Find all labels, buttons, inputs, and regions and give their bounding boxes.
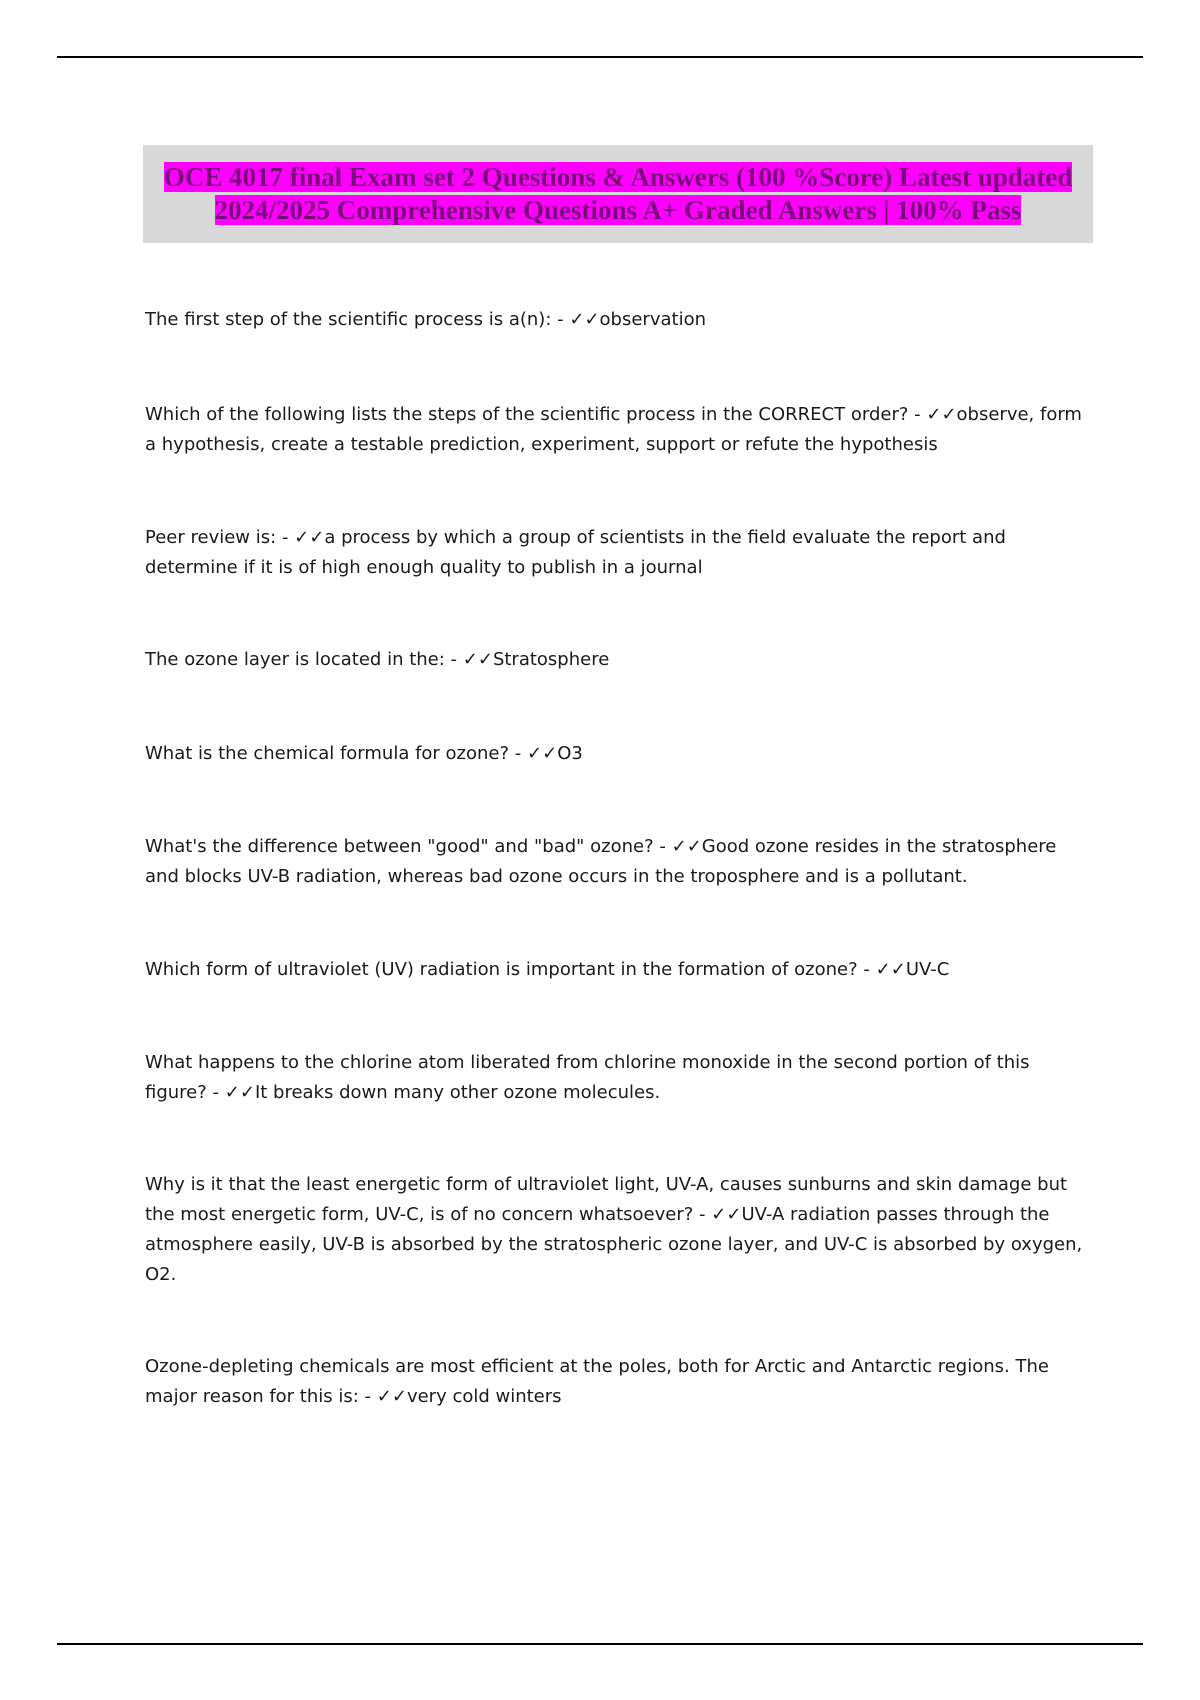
double-check-icon: ✓✓: [711, 1204, 742, 1225]
double-check-icon: ✓✓: [462, 649, 493, 670]
question-text: What happens to the chlorine atom liberated from chlorine monoxide in the second portion of this figure?: [145, 1052, 1030, 1103]
qa-item-9: [145, 1170, 1090, 1290]
qa-item-6: [145, 832, 1090, 892]
question-text: What is the chemical formula for ozone?: [145, 743, 510, 764]
answer-text: observe, form a hypothesis, create a testable prediction, experiment, support or refute the hypothesis: [145, 404, 1082, 455]
double-check-icon: ✓✓: [376, 1386, 407, 1407]
qa-item-10: [145, 1352, 1090, 1412]
separator: -: [276, 527, 295, 548]
question-text: Ozone-depleting chemicals are most efficient at the poles, both for Arctic and Antarctic regions. The major reason for this is:: [145, 1356, 1049, 1407]
separator: -: [653, 836, 672, 857]
double-check-icon: ✓✓: [569, 309, 600, 330]
double-check-icon: ✓✓: [224, 1082, 255, 1103]
qa-item-3: [145, 523, 1090, 583]
separator: -: [857, 959, 876, 980]
double-check-icon: ✓✓: [926, 404, 957, 425]
answer-text: observation: [599, 309, 706, 330]
question-text: The ozone layer is located in the:: [145, 649, 445, 670]
question-text: What's the difference between "good" and "bad" ozone?: [145, 836, 654, 857]
qa-item-8: [145, 1048, 1090, 1108]
separator: -: [206, 1082, 225, 1103]
question-text: Which of the following lists the steps of the scientific process in the CORRECT order?: [145, 404, 909, 425]
answer-text: a process by which a group of scientists in the field evaluate the report and determine if it is of high enough quality to publish in a journal: [145, 527, 1006, 578]
title-banner: [143, 145, 1093, 243]
double-check-icon: ✓✓: [875, 959, 906, 980]
answer-text: It breaks down many other ozone molecules.: [254, 1082, 661, 1103]
question-text: Why is it that the least energetic form of ultraviolet light, UV-A, causes sunburns and skin damage but the most energetic form, UV-C, is of no concern whatsoever?: [145, 1174, 1068, 1225]
qa-item-2: [145, 400, 1090, 460]
top-rule: [57, 56, 1143, 58]
answer-text: UV-A radiation passes through the atmosphere easily, UV-B is absorbed by the stratospheric ozone layer, and UV-C is absorbed by oxygen, O2.: [145, 1204, 1083, 1285]
separator: -: [509, 743, 528, 764]
double-check-icon: ✓✓: [527, 743, 558, 764]
question-text: Which form of ultraviolet (UV) radiation is important in the formation of ozone?: [145, 959, 858, 980]
answer-text: Stratosphere: [492, 649, 610, 670]
answer-text: UV-C: [905, 959, 950, 980]
separator: -: [908, 404, 927, 425]
answer-text: O3: [557, 743, 583, 764]
answer-text: very cold winters: [406, 1386, 562, 1407]
double-check-icon: ✓✓: [671, 836, 702, 857]
bottom-rule: [57, 1643, 1143, 1645]
separator: -: [444, 649, 463, 670]
qa-item-1: [145, 305, 1090, 335]
qa-item-5: [145, 739, 1090, 769]
double-check-icon: ✓✓: [294, 527, 325, 548]
qa-item-7: [145, 955, 1090, 985]
qa-item-4: [145, 645, 1090, 675]
answer-text: Good ozone resides in the stratosphere and blocks UV-B radiation, whereas bad ozone occurs in the troposphere and is a pollutant.: [145, 836, 1057, 887]
document-title: OCE 4017 final Exam set 2 Questions & Answers (100 %Score) Latest updated 2024/2025 Comprehensive Questions A+ Graded Answers | 100% Pass: [163, 162, 1073, 225]
separator: -: [358, 1386, 377, 1407]
question-text: The first step of the scientific process is a(n):: [145, 309, 552, 330]
separator: -: [551, 309, 570, 330]
separator: -: [693, 1204, 712, 1225]
question-text: Peer review is:: [145, 527, 277, 548]
